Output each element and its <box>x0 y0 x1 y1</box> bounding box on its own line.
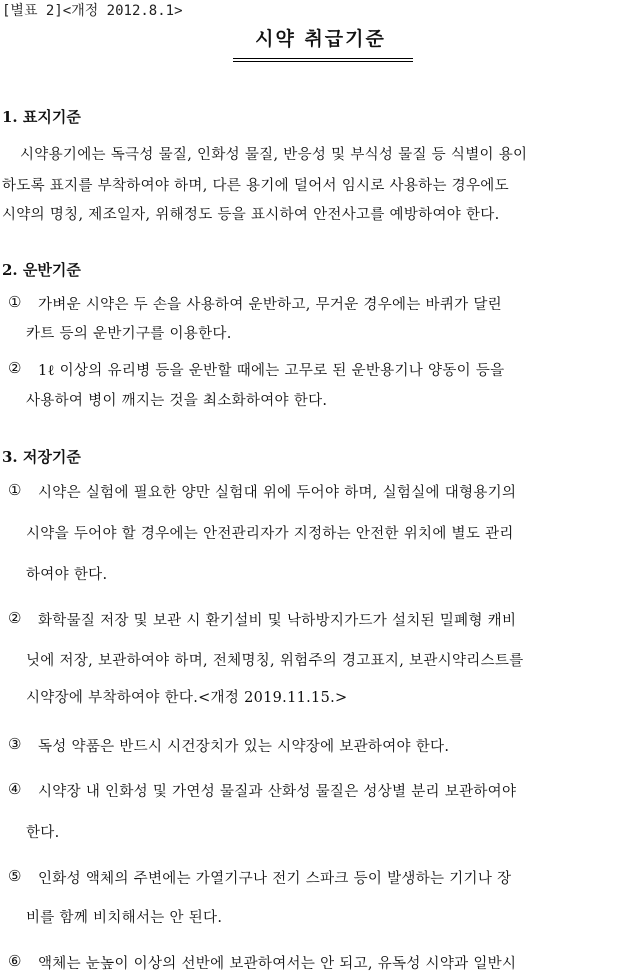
storage-item-5-line-1: 인화성 액체의 주변에는 가열기구나 전기 스파크 등이 발생하는 기기나 장 <box>38 871 512 887</box>
storage-item-3-number: ③ <box>8 735 22 753</box>
transport-item-1-line-2: 카트 등의 운반기구를 이용한다. <box>26 326 232 342</box>
transport-item-1-line-1: 가벼운 시약은 두 손을 사용하여 운반하고, 무거운 경우에는 바퀴가 달린 <box>38 297 502 313</box>
section-heading-storage: 3. 저장기준 <box>2 448 81 466</box>
storage-item-1-line-1: 시약은 실험에 필요한 양만 실험대 위에 두어야 하며, 실험실에 대형용기의 <box>38 485 517 501</box>
storage-item-2-line-3: 시약장에 부착하여야 한다.<개정 2019.11.15.> <box>26 690 348 706</box>
storage-item-2-line-1: 화학물질 저장 및 보관 시 환기설비 및 낙하방지가드가 설치된 밀폐형 캐비 <box>38 613 517 629</box>
storage-item-4-line-2: 한다. <box>26 825 60 841</box>
storage-item-2-line-2: 닛에 저장, 보관하여야 하며, 전체명칭, 위험주의 경고표지, 보관시약리스트를 <box>26 653 524 669</box>
storage-item-4-line-1: 시약장 내 인화성 및 가연성 물질과 산화성 물질은 성상별 분리 보관하여야 <box>38 784 517 800</box>
storage-item-2-number: ② <box>8 609 22 627</box>
section-heading-transport: 2. 운반기준 <box>2 261 81 279</box>
transport-item-2-line-2: 사용하여 병이 깨지는 것을 최소화하여야 한다. <box>26 393 328 409</box>
storage-item-5-number: ⑤ <box>8 867 22 885</box>
labeling-text-line-3: 시약의 명칭, 제조일자, 위해정도 등을 표시하여 안전사고를 예방하여야 한다. <box>2 207 500 223</box>
storage-item-5-line-2: 비를 함께 비치해서는 안 된다. <box>26 910 223 926</box>
storage-item-1-line-2: 시약을 두어야 할 경우에는 안전관리자가 지정하는 안전한 위치에 별도 관리 <box>26 526 514 542</box>
document-title: 시약 취급기준 <box>255 28 386 50</box>
storage-item-6-line-1: 액체는 눈높이 이상의 선반에 보관하여서는 안 되고, 유독성 시약과 일반시 <box>38 956 517 972</box>
storage-item-1-number: ① <box>8 481 22 499</box>
storage-item-4-number: ④ <box>8 780 22 798</box>
storage-item-1-line-3: 하여야 한다. <box>26 567 108 583</box>
transport-item-2-line-1: 1ℓ 이상의 유리병 등을 운반할 때에는 고무로 된 운반용기나 양동이 등을 <box>38 363 505 379</box>
labeling-text-line-2: 하도록 표지를 부착하여야 하며, 다른 용기에 덜어서 임시로 사용하는 경우에도 <box>2 178 509 194</box>
transport-item-1-number: ① <box>8 293 22 311</box>
title-underline <box>233 58 413 62</box>
labeling-text-line-1: 시약용기에는 독극성 물질, 인화성 물질, 반응성 및 부식성 물질 등 식별이 용이 <box>20 147 528 163</box>
storage-item-3-line-1: 독성 약품은 반드시 시건장치가 있는 시약장에 보관하여야 한다. <box>38 739 450 755</box>
storage-item-6-number: ⑥ <box>8 952 22 970</box>
section-heading-labeling: 1. 표지기준 <box>2 108 81 126</box>
document-header-note: [별표 2]<개정 2012.8.1> <box>2 3 183 19</box>
transport-item-2-number: ② <box>8 359 22 377</box>
